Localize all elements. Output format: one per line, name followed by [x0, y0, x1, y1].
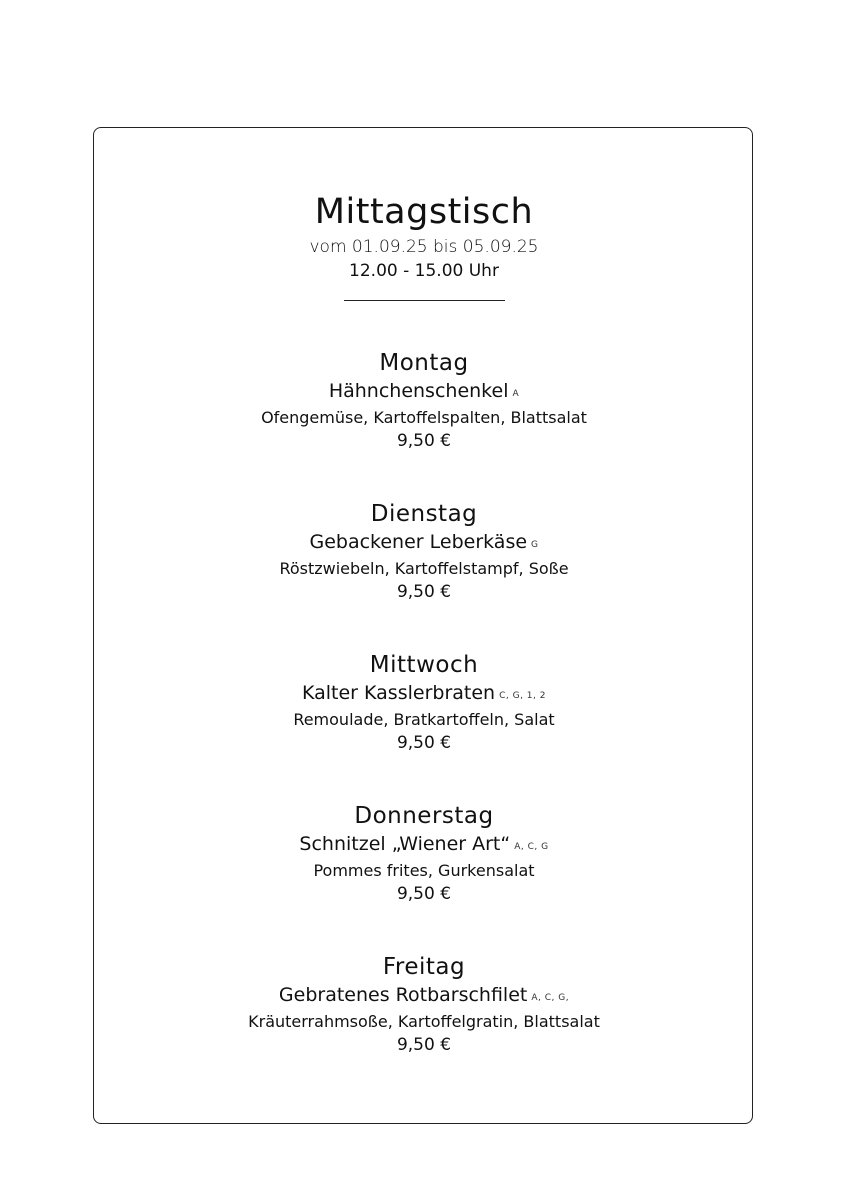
- dish-line: [0, 832, 848, 859]
- day-block-freitag: [0, 952, 848, 1057]
- dish-name: Schnitzel „Wiener Art“: [299, 833, 511, 855]
- price: 9,50 €: [396, 582, 452, 602]
- day-block-montag: [0, 348, 848, 453]
- side-dishes: Kräuterrahmsoße, Kartoffelgratin, Blattsalat: [248, 1012, 600, 1031]
- day-name: Mittwoch: [369, 652, 479, 678]
- dish-name: Kalter Kasslerbraten: [302, 682, 496, 704]
- side-dishes: Remoulade, Bratkartoffeln, Salat: [293, 710, 555, 729]
- price: 9,50 €: [396, 1035, 452, 1055]
- day-block-mittwoch: [0, 650, 848, 755]
- day-block-dienstag: [0, 499, 848, 604]
- day-block-donnerstag: [0, 801, 848, 906]
- dish-line: [0, 379, 848, 406]
- menu-hours: 12.00 - 15.00 Uhr: [349, 261, 499, 281]
- menu-title: Mittagstisch: [314, 192, 534, 232]
- day-name: Donnerstag: [354, 803, 494, 829]
- side-dishes: Röstzwiebeln, Kartoffelstampf, Soße: [279, 559, 569, 578]
- dish-line: [0, 681, 848, 708]
- day-name: Dienstag: [370, 501, 478, 527]
- price: 9,50 €: [396, 733, 452, 753]
- price: 9,50 €: [396, 431, 452, 451]
- dish-name: Gebratenes Rotbarschfilet: [278, 984, 528, 1006]
- price: 9,50 €: [396, 884, 452, 904]
- dish-line: [0, 530, 848, 557]
- day-name: Freitag: [382, 954, 466, 980]
- dish-name: Gebackener Leberkäse: [309, 531, 528, 553]
- title-divider: [344, 300, 505, 301]
- dish-name: Hähnchenschenkel: [328, 380, 509, 402]
- allergen-codes: A, C, G: [514, 842, 549, 852]
- allergen-codes: G: [531, 540, 539, 550]
- day-name: Montag: [379, 350, 469, 376]
- menu-period: vom 01.09.25 bis 05.09.25: [309, 237, 539, 257]
- allergen-codes: A: [512, 389, 520, 399]
- allergen-codes: C, G, 1, 2: [499, 691, 546, 701]
- side-dishes: Pommes frites, Gurkensalat: [313, 861, 535, 880]
- side-dishes: Ofengemüse, Kartoffelspalten, Blattsalat: [261, 408, 587, 427]
- dish-line: [0, 983, 848, 1010]
- allergen-codes: A, C, G,: [531, 993, 570, 1003]
